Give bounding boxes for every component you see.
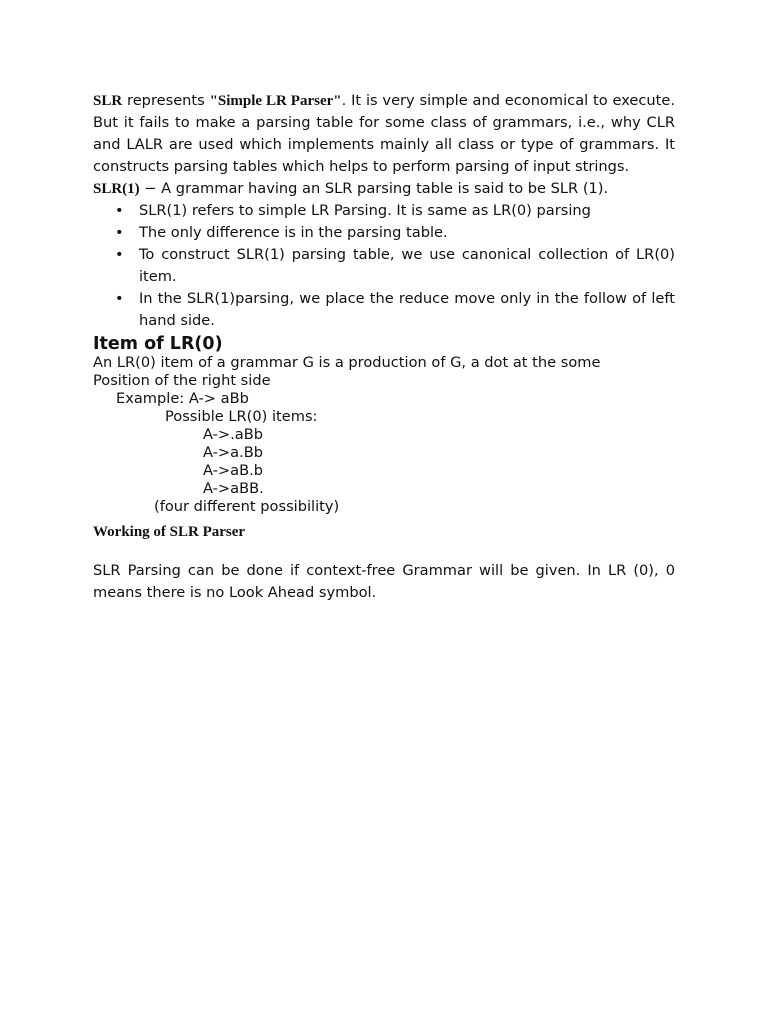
- lr0-item: A->aBB.: [203, 480, 264, 497]
- bullet-item: • SLR(1) refers to simple LR Parsing. It is same as LR(0) parsing: [139, 200, 675, 222]
- lr0-item: A->aB.b: [203, 462, 264, 479]
- bullet-item: • To construct SLR(1) parsing table, we use canonical collection of LR(0) item.: [139, 244, 675, 288]
- possible-items-label: Possible LR(0) items:: [165, 408, 318, 425]
- working-paragraph: SLR Parsing can be done if context-free Grammar will be given. In LR (0), 0 means there is no Look Ahead symbol.: [93, 562, 675, 601]
- intro-text-1: represents: [122, 92, 210, 109]
- example-line: Example: A-> aBb: [116, 390, 249, 407]
- intro-text-2: . It is very simple and economical to execute. But it fails to make a parsing table for some class of grammars, i.e., why CLR and LALR are used which implements mainly all class or type of grammars. It constructs parsing tables which helps to perform parsing of input strings.: [93, 92, 676, 175]
- bullet-item: • In the SLR(1)parsing, we place the reduce move only in the follow of left hand side.: [139, 288, 675, 332]
- intro-paragraph: [93, 90, 675, 178]
- item-desc-line-2: Position of the right side: [93, 372, 271, 389]
- possibility-note: (four different possibility): [154, 498, 340, 515]
- slr-quoted-name: "Simple LR Parser": [209, 93, 342, 109]
- slr1-term: SLR(1): [93, 181, 140, 197]
- document-page: [93, 90, 675, 604]
- working-heading: Working of SLR Parser: [93, 524, 246, 540]
- lr0-item: A->.aBb: [203, 426, 264, 443]
- item-desc-line-1: An LR(0) item of a grammar G is a production of G, a dot at the some: [93, 354, 601, 371]
- slr1-bullet-list: [93, 200, 675, 332]
- bullet-item: • The only difference is in the parsing table.: [139, 222, 675, 244]
- slr-term: SLR: [93, 93, 123, 109]
- slr1-definition: [93, 178, 675, 200]
- item-lr0-heading: Item of LR(0): [93, 334, 223, 354]
- lr0-item: A->a.Bb: [203, 444, 264, 461]
- slr1-text: − A grammar having an SLR parsing table is said to be SLR (1).: [139, 180, 609, 197]
